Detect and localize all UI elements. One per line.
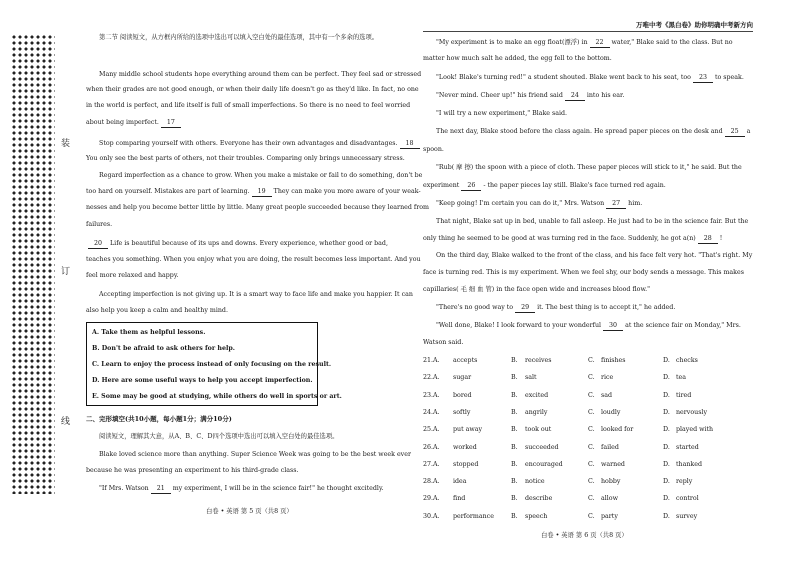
blank-26[interactable]: 26 [461, 181, 481, 191]
choice-row [423, 357, 753, 366]
blank-17[interactable]: 17 [161, 118, 181, 128]
choice-b-letter: B. [511, 357, 518, 364]
r-line3: "Look! Blake's turning red!" a student shouted. Blake went back to his seat, too 23 to speak. [436, 74, 744, 81]
choice-b-letter: B. [511, 512, 518, 520]
choice-d-text[interactable]: played with [676, 426, 714, 434]
choice-c-text[interactable]: warned [601, 460, 625, 468]
blank-27[interactable]: 27 [606, 199, 626, 209]
choice-num: 29. [423, 495, 434, 503]
choice-d-text[interactable]: nervously [676, 408, 707, 416]
option-e: E. Some may be good at studying, while others do well in sports or art. [92, 393, 342, 400]
r-line7: spoon. [423, 146, 444, 153]
para3-line3: nesses and help you become better little by little. Many great people succeeded because they learned from [86, 204, 429, 211]
choice-a-letter: A. [433, 357, 440, 364]
option-a: A. Take them as helpful lessons. [92, 329, 206, 336]
choice-num: 30. [423, 512, 434, 520]
choice-a-letter: A. [433, 391, 440, 399]
choice-b-text[interactable]: speech [525, 512, 548, 520]
choice-b-text[interactable]: notice [525, 478, 545, 486]
choice-d-text[interactable]: survey [676, 512, 698, 520]
choice-b-text[interactable]: angrily [525, 408, 548, 416]
choice-b-text[interactable]: took out [525, 426, 552, 434]
choice-a-letter: A. [433, 374, 440, 382]
choice-row [423, 478, 753, 487]
choice-d-letter: D. [663, 374, 670, 382]
r-line5: "I will try a new experiment," Blake said. [436, 110, 568, 117]
choice-a-text[interactable]: sugar [453, 374, 472, 382]
choice-a-letter: A. [433, 478, 440, 486]
choice-c-letter: C. [588, 495, 595, 503]
para3-line4: failures. [86, 221, 113, 228]
option-d: D. Here are some useful ways to help you accept imperfection. [92, 377, 313, 384]
choice-c-text[interactable]: failed [601, 443, 619, 451]
choice-d-letter: D. [663, 357, 670, 364]
r-line1: "My experiment is to make an egg float(漂浮) in 22 water," Blake said to the class. But no [436, 39, 733, 46]
para1-line3: in the world is perfect, and life itself is full of small imperfections. So there is no need to feel worried [86, 102, 411, 109]
choice-row [423, 513, 753, 522]
choice-c-letter: C. [588, 426, 595, 434]
choice-d-text[interactable]: reply [676, 478, 693, 486]
r-line16: "There's no good way to 29 it. The best thing is to accept it," he added. [436, 304, 676, 311]
choice-b-letter: B. [511, 374, 518, 382]
para1-line2: when their grades are not good enough, or when their daily life doesn't go as they'd like. In fact, no one [86, 86, 419, 93]
choice-a-text[interactable]: performance [453, 512, 494, 520]
para4-line3: feel more relaxed and happy. [86, 272, 179, 279]
story-line1: Blake loved science more than anything. Super Science Week was going to be the best week ever [99, 451, 411, 458]
choice-d-text[interactable]: thanked [676, 460, 702, 468]
choice-c-text[interactable]: rice [601, 374, 614, 382]
choice-num: 27. [423, 460, 434, 468]
left-page-footer: 白卷 • 英语 第 5 页（共8 页） [206, 508, 293, 515]
choice-d-letter: D. [663, 408, 670, 416]
choice-num: 21. [423, 357, 434, 364]
choice-c-letter: C. [588, 391, 595, 399]
option-c: C. Learn to enjoy the process instead of only focusing on the result. [92, 361, 332, 368]
choice-c-letter: C. [588, 374, 595, 382]
para4-line2: teaches you something. When you enjoy what you are doing, the result becomes less important. And you [86, 256, 421, 263]
blank-23[interactable]: 23 [693, 73, 713, 83]
choice-d-text[interactable]: checks [676, 357, 698, 364]
para5-line2: also help you keep a calm and healthy mind. [86, 307, 228, 314]
choice-c-letter: C. [588, 478, 595, 486]
blank-25[interactable]: 25 [725, 127, 745, 137]
choice-c-text[interactable]: allow [601, 495, 618, 503]
choice-row [423, 374, 753, 383]
option-b: B. Don't be afraid to ask others for help. [92, 345, 235, 352]
choice-b-letter: B. [511, 495, 518, 503]
choice-a-letter: A. [433, 408, 440, 416]
choice-row [423, 444, 753, 453]
cloze-instruction: 阅读短文，理解其大意，从A、B、C、D四个选项中选出可以填入空白处的最佳选项。 [99, 433, 339, 440]
choice-d-text[interactable]: started [676, 443, 699, 451]
choice-d-letter: D. [663, 426, 670, 434]
choice-num: 24. [423, 408, 434, 416]
choice-c-letter: C. [588, 512, 595, 520]
section-intro: 第二节 阅读短文，从方框内所给的选项中选出可以填入空白处的最佳选项，其中有一个多余的选项。 [99, 34, 379, 41]
choice-num: 26. [423, 443, 434, 451]
r-line17: "Well done, Blake! I look forward to your wonderful 30 at the science fair on Monday," Mrs. [436, 322, 741, 329]
choice-a-letter: A. [433, 512, 440, 520]
choice-row [423, 409, 753, 418]
choice-a-letter: A. [433, 426, 440, 434]
blank-30[interactable]: 30 [603, 321, 623, 331]
choice-num: 22. [423, 374, 434, 382]
choice-a-text[interactable]: find [453, 495, 466, 503]
right-page-footer: 白卷 • 英语 第 6 页（共8 页） [541, 532, 628, 539]
choice-a-text[interactable]: worked [453, 443, 477, 451]
choice-c-text[interactable]: finishes [601, 357, 626, 364]
choice-row [423, 461, 753, 470]
r-line13: On the third day, Blake walked to the front of the class, and his face felt very hot. "That's right. My [436, 252, 753, 259]
blank-28[interactable]: 28 [698, 234, 718, 244]
story-line2: because he was presenting an experiment to his third-grade class. [86, 467, 299, 474]
choice-b-text[interactable]: encouraged [525, 460, 563, 468]
choice-row [423, 392, 753, 401]
r-line8: "Rub( 摩 擦) the spoon with a piece of cloth. These paper pieces will stick to it," he said. But the [436, 164, 742, 171]
r-line10: "Keep going! I'm certain you can do it," Mrs. Watson 27 him. [436, 200, 643, 207]
r-line12: only thing he seemed to be good at was turning red in the face. Suddenly, he got a(n) 28 ! [423, 235, 723, 242]
choice-a-text[interactable]: stopped [453, 460, 479, 468]
choice-a-text[interactable]: accepts [453, 357, 478, 364]
blank-18[interactable]: 18 [400, 139, 420, 149]
story-line3: "If Mrs. Watson 21 my experiment, I will be in the science fair!" he thought excitedly. [99, 485, 384, 492]
choice-d-letter: D. [663, 391, 670, 399]
choice-b-letter: B. [511, 478, 518, 486]
blank-24[interactable]: 24 [565, 91, 585, 101]
blank-19[interactable]: 19 [252, 187, 272, 197]
choice-a-letter: A. [433, 460, 440, 468]
para5-line1: Accepting imperfection is not giving up. It is a smart way to face life and make you happier. It can [99, 291, 413, 298]
choice-b-letter: B. [511, 443, 518, 451]
choice-a-text[interactable]: bored [453, 391, 472, 399]
choice-c-letter: C. [588, 460, 595, 468]
choice-num: 25. [423, 426, 434, 434]
r-line14: face is turning red. This is my experiment. When we feel shy, our body sends a message. This makes [423, 269, 744, 276]
blank-22[interactable]: 22 [590, 38, 610, 48]
choice-b-text[interactable]: describe [525, 495, 553, 503]
choice-c-text[interactable]: loudly [601, 408, 621, 416]
choice-a-text[interactable]: softly [453, 408, 471, 416]
r-line15: capillaries( 毛 细 血 管) in the face open wide and increases blood flow." [423, 286, 651, 293]
choice-a-letter: A. [433, 495, 440, 503]
choice-c-letter: C. [588, 443, 595, 451]
choice-b-letter: B. [511, 408, 518, 416]
choice-b-text[interactable]: excited [525, 391, 549, 399]
choice-b-text[interactable]: receives [525, 357, 552, 364]
cloze-heading: 二、完形填空(共10小题，每小题1分；满分10分) [86, 415, 232, 423]
choice-a-text[interactable]: put away [453, 426, 483, 434]
para1-line1: Many middle school students hope everything around them can be perfect. They feel sad or stressed [99, 71, 422, 78]
para4-line1: 20 Life is beautiful because of its ups and downs. Every experience, whether good or bad, [86, 239, 396, 249]
choice-c-text[interactable]: party [601, 512, 618, 520]
choice-d-text[interactable]: tired [676, 391, 692, 399]
para3-line2: too hard on yourself. Mistakes are part of learning. 19 They can make you more aware of your weak- [86, 188, 421, 195]
blank-20[interactable]: 20 [88, 239, 108, 249]
para2-line1: Stop comparing yourself with others. Everyone has their own advantages and disadvantages. 18 [86, 139, 396, 149]
choice-b-letter: B. [511, 391, 518, 399]
r-line6: The next day, Blake stood before the class again. He spread paper pieces on the desk and 25 a [436, 128, 751, 135]
choice-d-text[interactable]: tea [676, 374, 687, 382]
choice-c-text[interactable]: sad [601, 391, 613, 399]
binding-char-ding: 订 [61, 267, 71, 277]
r-line18: Watson said. [423, 339, 464, 346]
choice-c-letter: C. [588, 357, 595, 364]
choice-d-letter: D. [663, 495, 670, 503]
choice-d-letter: D. [663, 443, 670, 451]
options-box [86, 322, 342, 406]
para1-line4: about being imperfect. 17 [86, 118, 396, 128]
choice-a-text[interactable]: idea [453, 478, 467, 486]
binding-char-zhuang: 装 [61, 139, 71, 149]
choice-d-text[interactable]: control [676, 495, 699, 503]
choice-num: 28. [423, 478, 434, 486]
header-divider [423, 31, 753, 32]
choice-d-letter: D. [663, 460, 670, 468]
choice-b-letter: B. [511, 426, 518, 434]
choice-c-letter: C. [588, 408, 595, 416]
r-line11: That night, Blake sat up in bed, unable to fall asleep. He just had to be in the science fair. But the [436, 218, 749, 225]
page-header: 万唯中考《黑白卷》助你明确中考新方向 [636, 21, 753, 29]
choice-a-letter: A. [433, 443, 440, 451]
r-line2: matter how much salt he added, the egg fell to the bottom. [423, 55, 612, 62]
choice-row [423, 426, 753, 435]
para2-line2: You only see the best parts of others, not their troubles. Comparing only brings unnecessary stress. [86, 155, 405, 162]
r-line4: "Never mind. Cheer up!" his friend said 24 into his ear. [436, 92, 625, 99]
choice-num: 23. [423, 391, 434, 399]
para3-line1: Regard imperfection as a chance to grow. When you make a mistake or fail to do something, don't be [99, 172, 423, 179]
choice-row [423, 495, 753, 504]
choice-d-letter: D. [663, 478, 670, 486]
blank-21[interactable]: 21 [151, 484, 171, 494]
blank-29[interactable]: 29 [515, 303, 535, 313]
choice-c-text[interactable]: hobby [601, 478, 621, 486]
choice-b-text[interactable]: succeeded [525, 443, 559, 451]
choice-b-letter: B. [511, 460, 518, 468]
choice-c-text[interactable]: looked for [601, 426, 634, 434]
choice-d-letter: D. [663, 512, 670, 520]
binding-margin-pattern [11, 34, 55, 494]
r-line9: experiment 26 - the paper pieces lay still. Blake's face turned red again. [423, 182, 666, 189]
right-page [423, 0, 753, 565]
choice-b-text[interactable]: salt [525, 374, 537, 382]
binding-char-xian: 线 [61, 417, 71, 427]
